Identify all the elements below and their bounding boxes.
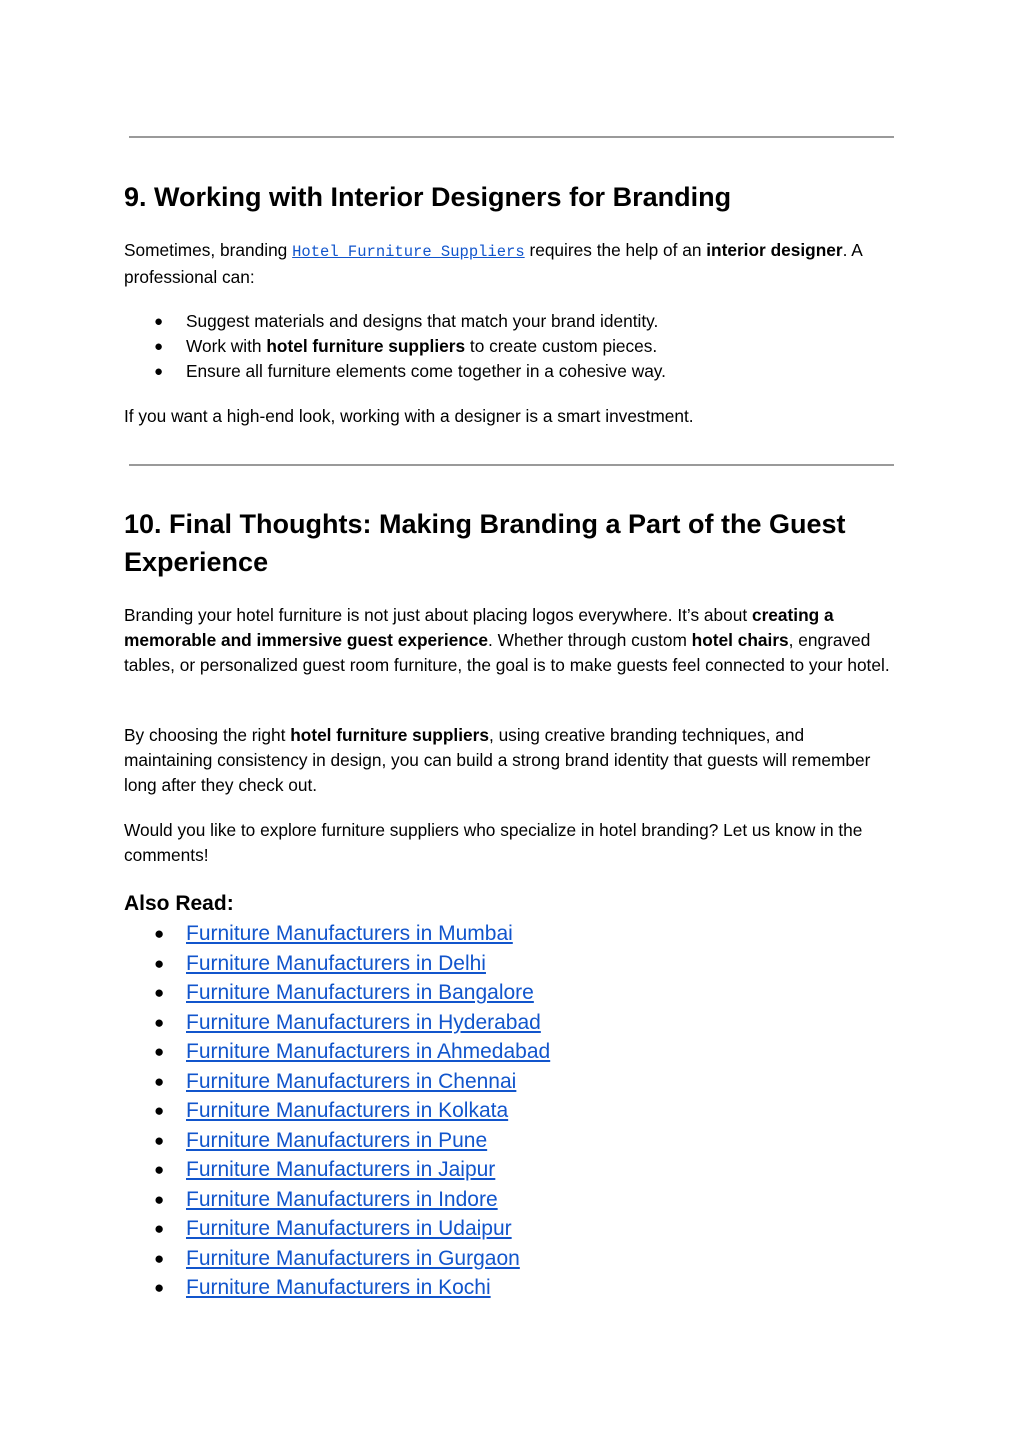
also-read-link-udaipur[interactable]: Furniture Manufacturers in Udaipur	[186, 1217, 512, 1240]
list-item	[124, 1273, 894, 1303]
list-item	[124, 1185, 894, 1215]
designer-benefits-list	[124, 309, 894, 384]
bullet-icon: ●	[154, 1160, 165, 1179]
paragraph-text: . Whether through custom	[488, 630, 692, 650]
list-item	[124, 309, 894, 334]
list-item	[124, 1008, 894, 1038]
paragraph-text: By choosing the right	[124, 725, 291, 745]
bullet-icon: ●	[154, 1012, 165, 1032]
list-item	[124, 1155, 894, 1185]
section-9-heading: 9. Working with Interior Designers for Branding	[124, 182, 732, 212]
also-read-link-hyderabad[interactable]: Furniture Manufacturers in Hyderabad	[186, 1010, 541, 1034]
also-read-link-indore[interactable]: Furniture Manufacturers in Indore	[186, 1187, 498, 1211]
also-read-link-delhi[interactable]: Furniture Manufacturers in Delhi	[186, 951, 486, 975]
list-item	[124, 1244, 894, 1274]
bullet-icon: ●	[154, 1278, 165, 1297]
also-read-link-kolkata[interactable]: Furniture Manufacturers in Kolkata	[186, 1099, 509, 1122]
paragraph-text: , engraved tables, or personalized guest room furniture, the goal is to make guests feel connected to your hotel.	[124, 630, 890, 675]
also-read-link-mumbai[interactable]: Furniture Manufacturers in Mumbai	[186, 922, 513, 945]
hotel-furniture-suppliers-link[interactable]: Hotel Furniture Suppliers	[292, 243, 525, 261]
paragraph-text: , using creative branding techniques, and maintaining consistency in design, you can build a strong brand identity that guests will remember long after they check out.	[124, 725, 871, 795]
horizontal-divider	[129, 464, 894, 466]
paragraph-bold: hotel chairs	[691, 630, 789, 650]
paragraph-bold: hotel furniture suppliers	[290, 725, 489, 745]
also-read-link-chennai[interactable]: Furniture Manufacturers in Chennai	[186, 1069, 517, 1093]
bullet-icon: ●	[154, 924, 165, 943]
list-item	[124, 1067, 894, 1097]
list-item-text: Ensure all furniture elements come together in a cohesive way.	[186, 361, 666, 381]
also-read-list	[124, 919, 894, 1303]
bullet-icon: ●	[154, 363, 164, 380]
list-item	[124, 1096, 894, 1126]
list-item-text: to create custom pieces.	[465, 336, 658, 356]
section-9-closing: If you want a high-end look, working with a designer is a smart investment.	[124, 406, 694, 426]
also-read-heading: Also Read:	[124, 892, 234, 915]
list-item-text: Work with	[186, 336, 267, 356]
bullet-icon: ●	[154, 953, 165, 973]
section-9-intro	[124, 238, 896, 290]
intro-bold: interior designer	[706, 240, 843, 260]
section-10-paragraph-1	[124, 603, 896, 678]
bullet-icon: ●	[154, 1189, 165, 1209]
list-item	[124, 949, 894, 979]
intro-text: requires the help of an	[524, 240, 707, 260]
bullet-icon: ●	[154, 1101, 165, 1120]
bullet-icon: ●	[154, 338, 164, 355]
also-read-link-bangalore[interactable]: Furniture Manufacturers in Bangalore	[186, 981, 534, 1004]
list-item	[124, 919, 894, 949]
paragraph-bold: creating a memorable and immersive guest experience	[124, 605, 834, 650]
list-item-text: Suggest materials and designs that match your brand identity.	[186, 311, 659, 331]
section-10-paragraph-2	[124, 723, 896, 798]
also-read-link-gurgaon[interactable]: Furniture Manufacturers in Gurgaon	[186, 1246, 520, 1270]
list-item	[124, 1037, 894, 1067]
also-read-link-pune[interactable]: Furniture Manufacturers in Pune	[186, 1128, 488, 1152]
list-item	[124, 1126, 894, 1156]
bullet-icon: ●	[154, 1219, 165, 1238]
bullet-icon: ●	[154, 1071, 165, 1091]
also-read-link-ahmedabad[interactable]: Furniture Manufacturers in Ahmedabad	[186, 1040, 551, 1063]
list-item	[124, 359, 894, 384]
list-item	[124, 1214, 894, 1244]
paragraph-text: Branding your hotel furniture is not just about placing logos everywhere. It’s about	[124, 605, 752, 625]
list-item-bold: hotel furniture suppliers	[266, 336, 466, 356]
bullet-icon: ●	[154, 1248, 165, 1268]
section-10-paragraph-3: Would you like to explore furniture suppliers who specialize in hotel branding? Let us know in the comments!	[124, 820, 863, 865]
list-item	[124, 978, 894, 1008]
bullet-icon: ●	[154, 1130, 165, 1150]
also-read-link-jaipur[interactable]: Furniture Manufacturers in Jaipur	[186, 1158, 496, 1181]
also-read-link-kochi[interactable]: Furniture Manufacturers in Kochi	[186, 1276, 491, 1299]
bullet-icon: ●	[154, 983, 165, 1002]
intro-text: Sometimes, branding	[124, 240, 293, 260]
bullet-icon: ●	[154, 1042, 165, 1061]
horizontal-divider	[129, 136, 894, 138]
intro-text: . A professional can:	[124, 240, 862, 287]
list-item	[124, 334, 894, 359]
section-10-heading: 10. Final Thoughts: Making Branding a Part of the Guest Experience	[124, 509, 846, 577]
bullet-icon: ●	[154, 313, 164, 330]
